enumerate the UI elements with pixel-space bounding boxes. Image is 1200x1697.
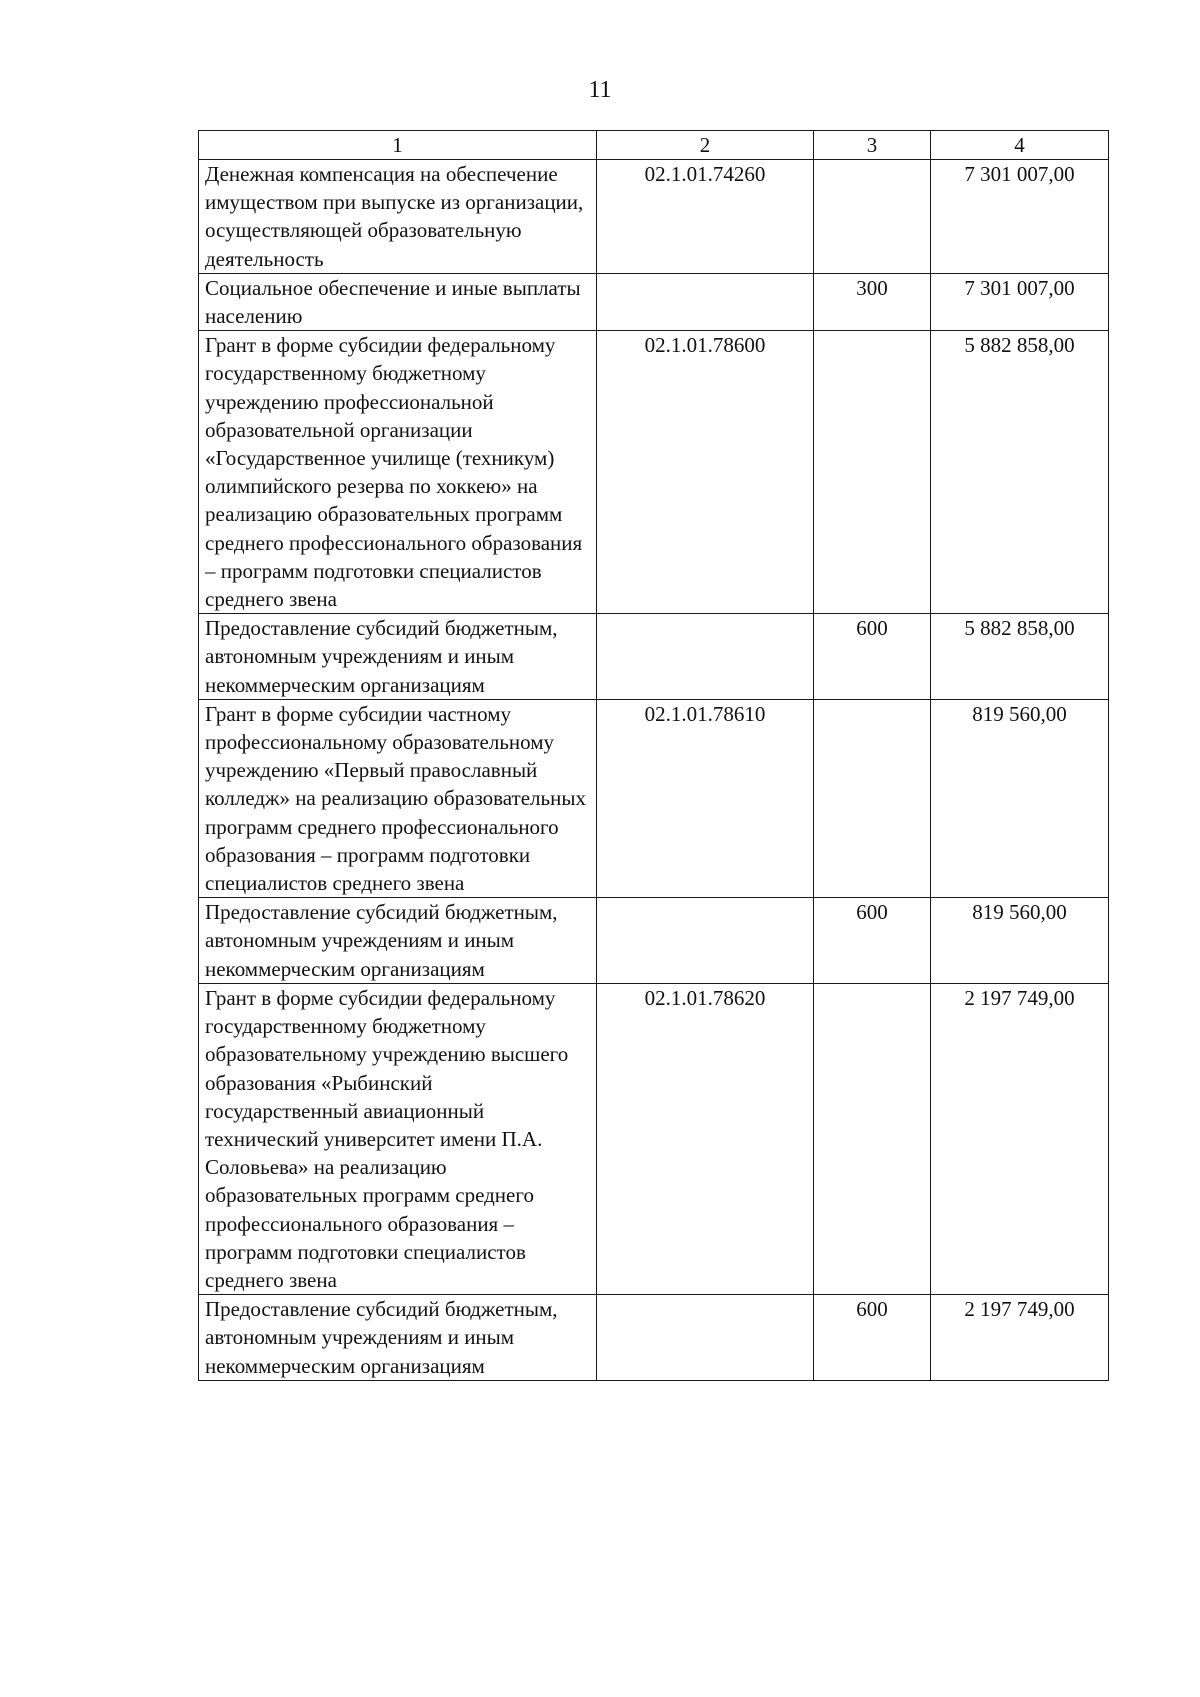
row-amount: 7 301 007,00: [931, 273, 1109, 330]
table-row: [199, 1295, 1109, 1381]
row-kind: 600: [814, 614, 931, 700]
table-header-row: [199, 131, 1109, 160]
row-amount: 5 882 858,00: [931, 331, 1109, 614]
row-kind: 600: [814, 898, 931, 984]
column-header-1: 1: [199, 131, 597, 160]
row-name: Предоставление субсидий бюджетным, автономным учреждениям и иным некоммерческим организациям: [199, 1295, 597, 1381]
table-row: [199, 273, 1109, 330]
row-amount: 819 560,00: [931, 898, 1109, 984]
column-header-2: 2: [597, 131, 814, 160]
row-amount: 5 882 858,00: [931, 614, 1109, 700]
row-kind: [814, 331, 931, 614]
row-code: [597, 273, 814, 330]
row-code: 02.1.01.78620: [597, 983, 814, 1294]
row-code: [597, 898, 814, 984]
table-row: [199, 699, 1109, 897]
table-row: [199, 614, 1109, 700]
row-amount: 7 301 007,00: [931, 160, 1109, 274]
row-kind: 600: [814, 1295, 931, 1381]
row-kind: 300: [814, 273, 931, 330]
row-code: 02.1.01.74260: [597, 160, 814, 274]
row-kind: [814, 160, 931, 274]
table-row: [199, 160, 1109, 274]
row-amount: 2 197 749,00: [931, 983, 1109, 1294]
row-name: Предоставление субсидий бюджетным, автономным учреждениям и иным некоммерческим организациям: [199, 898, 597, 984]
row-name: Грант в форме субсидии федеральному государственному бюджетному образовательному учреждению высшего образования «Рыбинский государственный авиационный технический университет имени П.А. Соловьева» на реализацию образовательных программ среднего профессионального образования – программ подготовки специалистов среднего звена: [199, 983, 597, 1294]
row-kind: [814, 699, 931, 897]
table-row: [199, 983, 1109, 1294]
row-name: Грант в форме субсидии федеральному государственному бюджетному учреждению профессиональной образовательной организации «Государственное училище (техникум) олимпийского резерва по хоккею» на реализацию образовательных программ среднего профессионального образования – программ подготовки специалистов среднего звена: [199, 331, 597, 614]
row-code: [597, 1295, 814, 1381]
table-row: [199, 898, 1109, 984]
row-name: Социальное обеспечение и иные выплаты населению: [199, 273, 597, 330]
row-code: 02.1.01.78610: [597, 699, 814, 897]
row-name: Денежная компенсация на обеспечение имуществом при выпуске из организации, осуществляющей образовательную деятельность: [199, 160, 597, 274]
row-code: [597, 614, 814, 700]
column-header-3: 3: [814, 131, 931, 160]
row-amount: 2 197 749,00: [931, 1295, 1109, 1381]
row-name: Предоставление субсидий бюджетным, автономным учреждениям и иным некоммерческим организациям: [199, 614, 597, 700]
row-kind: [814, 983, 931, 1294]
column-header-4: 4: [931, 131, 1109, 160]
page-number: 11: [588, 77, 612, 103]
table-row: [199, 331, 1109, 614]
row-code: 02.1.01.78600: [597, 331, 814, 614]
row-amount: 819 560,00: [931, 699, 1109, 897]
budget-table: [198, 130, 1109, 1381]
row-name: Грант в форме субсидии частному профессиональному образовательному учреждению «Первый православный колледж» на реализацию образовательных программ среднего профессионального образования – программ подготовки специалистов среднего звена: [199, 699, 597, 897]
